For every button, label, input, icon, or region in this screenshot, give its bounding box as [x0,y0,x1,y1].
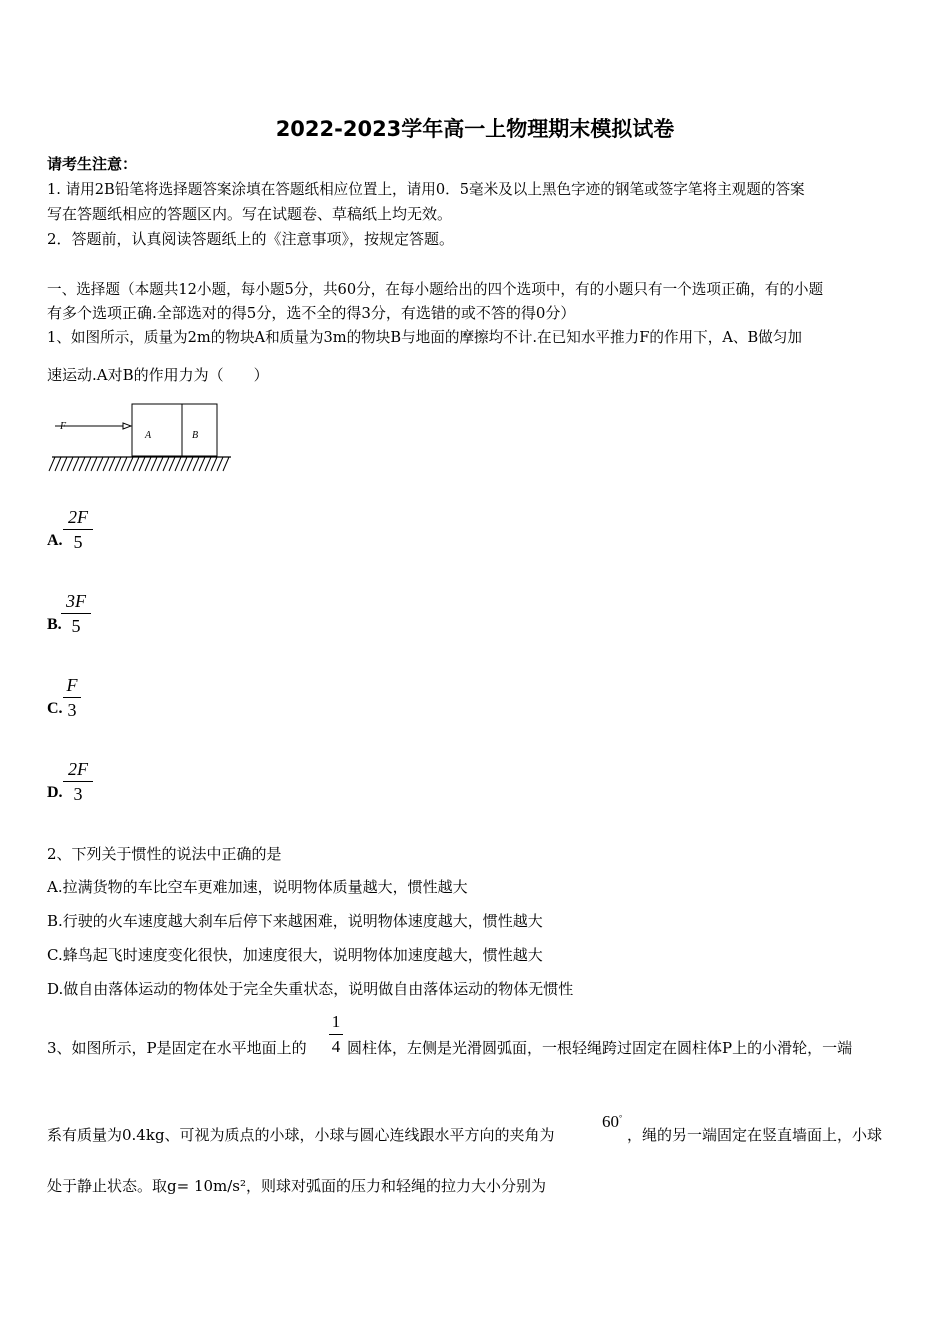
q1-stem-line-1: 1、如图所示，质量为2m的物块A和质量为3m的物块B与地面的摩擦均不计.在已知水平推力F的作用下，A、B做匀加 [47,329,802,346]
q1-option-a-numerator: 2F [68,507,88,527]
hatch-line [181,457,187,471]
hatch-line [187,457,193,471]
q2-option-a: A.拉满货物的车比空车更难加速，说明物体质量越大，惯性越大 [47,878,468,896]
ground-hatching [49,457,229,471]
q3-stem-line-3: 处于静止状态。取g= 10m/s²，则球对弧面的压力和轻绳的拉力大小分别为 [47,1177,547,1195]
hatch-line [169,457,175,471]
q1-option-b-label: B. [47,616,62,633]
hatch-line [157,457,163,471]
fraction-bar [329,1034,343,1035]
q3-quarter-fraction [329,1012,343,1057]
hatch-line [97,457,103,471]
section-instruction-line-1: 一、选择题（本题共12小题，每小题5分，共60分，在每小题给出的四个选项中，有的小题只有一个选项正确，有的小题 [47,281,824,298]
hatch-line [163,457,169,471]
page-title: 2022-2023学年高一上物理期末模拟试卷 [275,117,675,141]
q1-figure-blocks [47,395,237,475]
hatch-line [121,457,127,471]
hatch-line [67,457,73,471]
q1-option-d-label: D. [47,784,63,801]
fraction-bar [63,781,93,782]
q2-stem: 2、下列关于惯性的说法中正确的是 [47,845,282,863]
block-a [132,404,182,456]
block-a-label: A [145,430,152,441]
fraction-bar [61,613,91,614]
hatch-line [145,457,151,471]
hatch-line [103,457,109,471]
hatch-line [217,457,223,471]
hatch-line [49,457,55,471]
hatch-line [205,457,211,471]
q1-option-d-denominator: 3 [73,784,83,804]
q3-angle-degree: ° [619,1113,623,1123]
hatch-line [175,457,181,471]
q3-stem-line-1-start: 3、如图所示，P是固定在水平地面上的 [47,1039,307,1057]
hatch-line [79,457,85,471]
hatch-line [127,457,133,471]
hatch-line [193,457,199,471]
q1-option-a-fraction [63,507,93,552]
q3-stem-line-2-end: ，绳的另一端固定在竖直墙面上，小球 [627,1126,883,1144]
hatch-line [91,457,97,471]
hatch-line [133,457,139,471]
q3-fraction-denominator: 4 [331,1037,341,1056]
hatch-line [115,457,121,471]
hatch-line [61,457,67,471]
force-label: F [60,421,67,432]
hatch-line [151,457,157,471]
q1-stem-line-2: 速运动.A对B的作用力为（ ） [47,366,269,384]
hatch-line [211,457,217,471]
block-b [182,404,217,456]
hatch-line [109,457,115,471]
hatch-line [223,457,229,471]
q2-option-d: D.做自由落体运动的物体处于完全失重状态，说明做自由落体运动的物体无惯性 [47,980,574,998]
q1-option-a-denominator: 5 [73,532,83,552]
hatch-line [139,457,145,471]
hatch-line [73,457,79,471]
q1-option-c-fraction [63,675,81,720]
q2-option-b: B.行驶的火车速度越大刹车后停下来越困难，说明物体速度越大，惯性越大 [47,912,543,930]
q3-stem-line-1-end: 圆柱体，左侧是光滑圆弧面，一根轻绳跨过固定在圆柱体P上的小滑轮，一端 [347,1039,853,1057]
q3-angle-number: 60 [602,1112,619,1131]
hatch-line [55,457,61,471]
q3-fraction-numerator: 1 [331,1012,341,1031]
q1-option-c-label: C. [47,700,63,717]
hatch-line [199,457,205,471]
hatch-line [85,457,91,471]
q1-option-b-denominator: 5 [71,616,81,636]
force-arrow-head [123,423,131,429]
q3-angle-value [602,1112,622,1132]
q1-option-a-label: A. [47,532,63,549]
block-b-label: B [192,430,199,441]
q2-option-c: C.蜂鸟起飞时速度变化很快，加速度很大，说明物体加速度越大，惯性越大 [47,946,543,964]
q1-option-b-fraction [61,591,91,636]
fraction-bar [63,697,81,698]
q1-option-c-numerator: F [66,675,78,695]
q1-option-b-numerator: 3F [66,591,86,611]
q3-stem-line-2-start: 系有质量为0.4kg、可视为质点的小球，小球与圆心连线跟水平方向的夹角为 [47,1126,555,1144]
q1-option-c-denominator: 3 [67,700,77,720]
notice-line-1: 1. 请用2B铅笔将选择题答案涂填在答题纸相应位置上，请用0．5毫米及以上黑色字迹的钢笔或签字笔将主观题的答案 [47,181,805,198]
section-instruction-line-2: 有多个选项正确.全部选对的得5分，选不全的得3分，有选错的或不答的得0分） [47,304,576,322]
notice-line-2: 写在答题纸相应的答题区内。写在试题卷、草稿纸上均无效。 [47,205,453,223]
q1-option-d-fraction [63,759,93,804]
notice-line-3: 2．答题前，认真阅读答题纸上的《注意事项》，按规定答题。 [47,230,455,248]
fraction-bar [63,529,93,530]
notice-heading: 请考生注意： [47,155,138,173]
q1-option-d-numerator: 2F [68,759,88,779]
